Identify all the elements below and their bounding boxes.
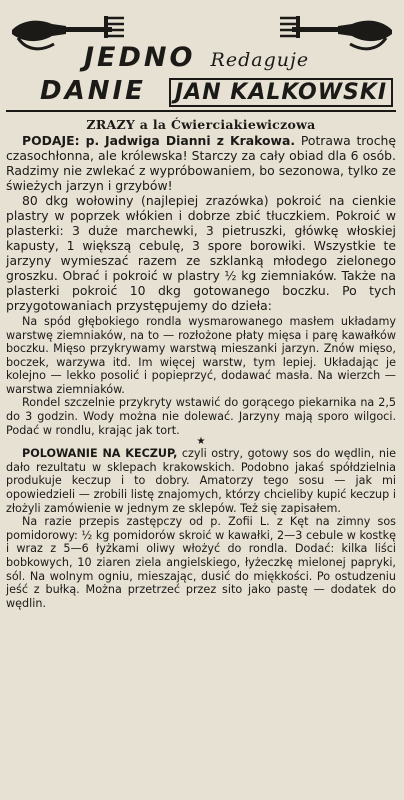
article-title: ZRAZY a la Ćwierciakiewiczowa [86,117,316,132]
ingredients-paragraph: 80 dkg wołowiny (najlepiej zrazówka) pokroić na cienkie plastry w poprzek włókien i dobrze zbić tłuczkiem. Pokroić w plasterki: 3 duże marchewki, 3 pietruszki, główkę włoskiej kapusty, 1 większą cebulę, 3 spore borowiki. Wszystkie te jarzyny wymieszać razem ze szklanką młodego zielonego groszku. Obrać i pokroić w plastry ½ kg ziemniaków. Także na plasterki pokroić 10 dkg gotowanego boczku. Po tych przygotowaniach przystępujemy do dzieła: [6,192,396,313]
tomato-sauce-paragraph: Na razie przepis zastępczy od p. Zofii L. z Kęt na zimny sos pomidorowy: ½ kg pomidorów skroić w kawałki, 2—3 cebule w kostkę i wraz z 5—6 łyżkami oliwy włożyć do rondla. Dodać: kilka liści bobkowych, 10 ziaren ziela angielskiego, łyżeczkę mielonej papryki, sól. Na wolnym ogniu, mieszając, dusić do miękkości. Po ostudzeniu jeść z bułką. Można przetrzeć przez sito jako pastę — dodatek do wędlin. [6,515,396,610]
masthead-word-danie: DANIE [40,76,146,106]
section-separator-star: ★ [196,436,206,448]
masthead-line-2 [40,76,396,106]
intro-lead: PODAJE: p. [22,132,100,148]
column-masthead [6,0,396,118]
method-paragraph: Na spód głębokiego rondla wysmarowanego masłem układamy warstwę ziemniaków, na to — rozłożone płaty mięsa i parę kawałków boczku. Mięso przykrywamy warstwą mieszanki jarzyn. Znów mięso, boczek, warzywa itd. Im więcej warstw, tym lepiej. Układając je kolejno — lekko posolić i popieprzyć, dodawać masła. Na wierzch — warstwa ziemniaków. [6,314,396,396]
masthead-author: JAN KALKOWSKI [169,78,393,107]
masthead-divider [6,110,396,112]
intro-paragraph [6,133,396,193]
baking-paragraph: Rondel szczelnie przykryty wstawić do gorącego piekarnika na 2,5 do 3 godzin. Wody można nie dolewać. Jarzyny mają sporo wilgoci. Podać w rondlu, krając jak tort. [6,396,396,437]
ketchup-lead: POLOWANIE NA KECZUP, [22,447,178,461]
masthead-line-1 [84,42,344,73]
masthead-word-jedno: JEDNO [84,42,196,73]
ketchup-paragraph [6,447,396,515]
ketchup-text: czyli ostry, gotowy sos do wędlin, nie dało rezultatu w sklepach krakowskich. Podobno jakaś spółdzielnia produkuje keczup i to dobry. Amatorzy tego sosu — jak mi opowiedzieli — zrobili listę znajomych, którzy chcieliby kupić keczup i złożyli zamówienie w jednym ze sklepów. Też się zapisałem. [6,447,396,515]
intro-text: Potrawa trochę czasochłonna, ale królewska! Starczy za cały obiad dla 6 osób. Radzimy nie zwlekać z wypróbowaniem, bo sezonowa, tylko ze świeżych jarzyn i grzybów! [6,132,396,193]
method-section [6,315,396,437]
article-body [6,118,396,610]
recipe-section [6,133,396,313]
ketchup-section [6,447,396,610]
intro-name: Jadwiga Dianni z Krakowa. [104,132,296,148]
masthead-redaguje: Redaguje [210,49,310,71]
